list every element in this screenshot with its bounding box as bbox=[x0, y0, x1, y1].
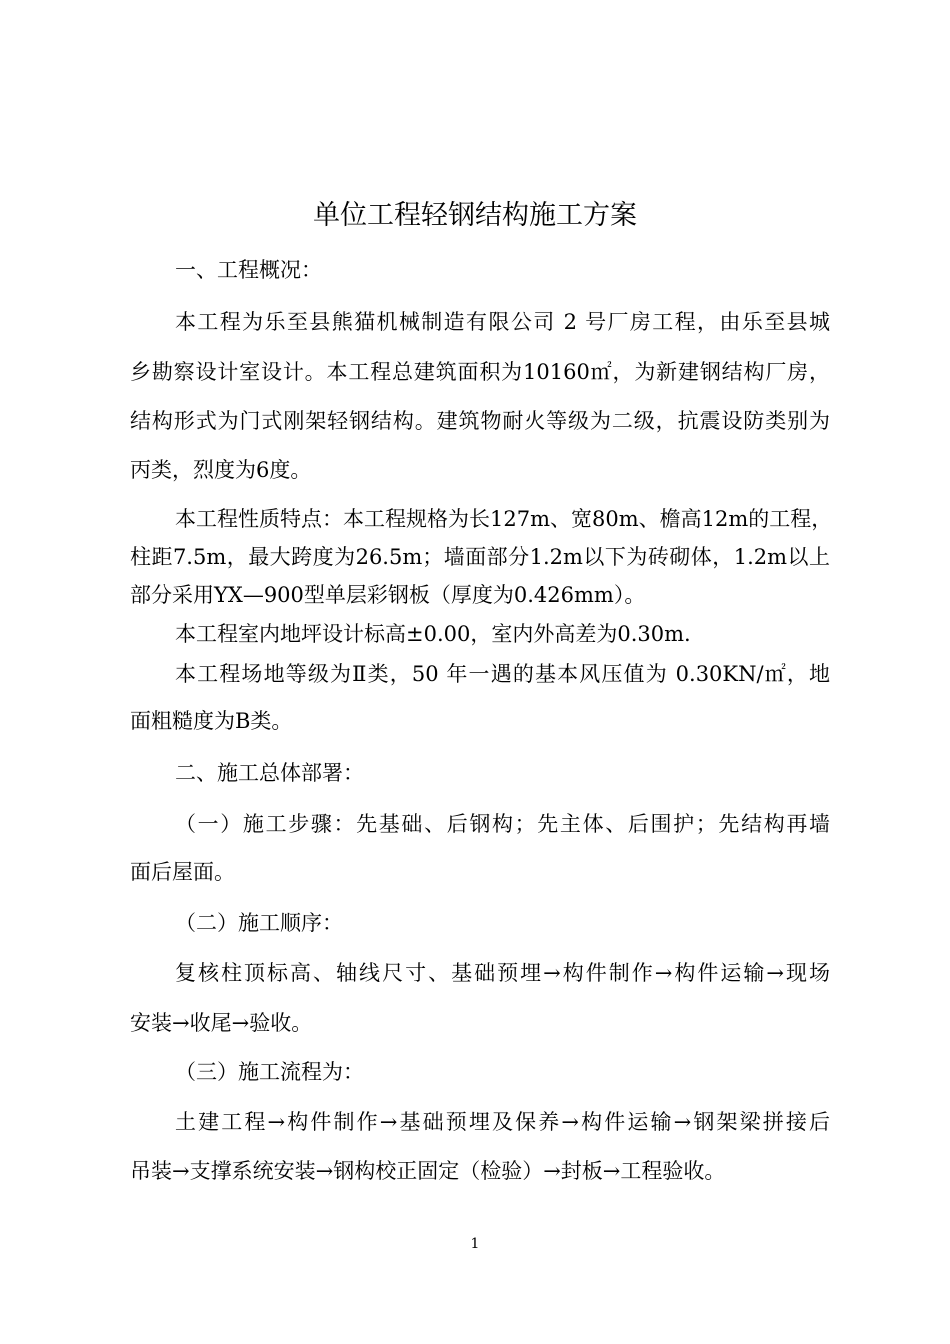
paragraph-line: 本工程场地等级为Ⅱ类，50 年一遇的基本风压值为 0.30KN/㎡，地 bbox=[175, 662, 830, 686]
paragraph-line: 复核柱顶标高、轴线尺寸、基础预埋→构件制作→构件运输→现场 bbox=[175, 961, 830, 985]
paragraph-line: 本工程为乐至县熊猫机械制造有限公司 2 号厂房工程，由乐至县城 bbox=[175, 310, 830, 334]
section-heading: 一、工程概况： bbox=[175, 258, 322, 282]
paragraph-line: 柱距7.5m，最大跨度为26.5m；墙面部分1.2m以下为砖砌体，1.2m以上 bbox=[130, 545, 830, 569]
section-heading: 二、施工总体部署： bbox=[175, 761, 364, 785]
paragraph-line: 面粗糙度为B类。 bbox=[130, 709, 293, 733]
paragraph-line: 部分采用YX—900型单层彩钢板（厚度为0.426mm）。 bbox=[130, 583, 646, 607]
paragraph-line: 面后屋面。 bbox=[130, 860, 235, 884]
paragraph-line: 丙类，烈度为6度。 bbox=[130, 458, 312, 482]
paragraph-line: 土建工程→构件制作→基础预埋及保养→构件运输→钢架梁拼接后 bbox=[175, 1110, 830, 1134]
document-title: 单位工程轻钢结构施工方案 bbox=[313, 200, 637, 231]
paragraph-line: 乡勘察设计室设计。本工程总建筑面积为10160㎡，为新建钢结构厂房， bbox=[130, 360, 830, 384]
subsection-heading: （二）施工顺序： bbox=[175, 911, 343, 935]
paragraph-line: 本工程室内地坪设计标高±0.00，室内外高差为0.30m. bbox=[175, 622, 691, 646]
paragraph-line: 结构形式为门式刚架轻钢结构。建筑物耐火等级为二级，抗震设防类别为 bbox=[130, 409, 830, 433]
page-number: 1 bbox=[470, 1236, 480, 1252]
paragraph-line: 吊装→支撑系统安装→钢构校正固定（检验）→封板→工程验收。 bbox=[130, 1159, 726, 1183]
paragraph-line: 本工程性质特点：本工程规格为长127m、宽80m、檐高12m的工程， bbox=[175, 507, 833, 531]
subsection-heading: （三）施工流程为： bbox=[175, 1060, 364, 1084]
paragraph-line: （一）施工步骤：先基础、后钢构；先主体、后围护；先结构再墙 bbox=[175, 812, 830, 836]
paragraph-line: 安装→收尾→验收。 bbox=[130, 1011, 313, 1035]
